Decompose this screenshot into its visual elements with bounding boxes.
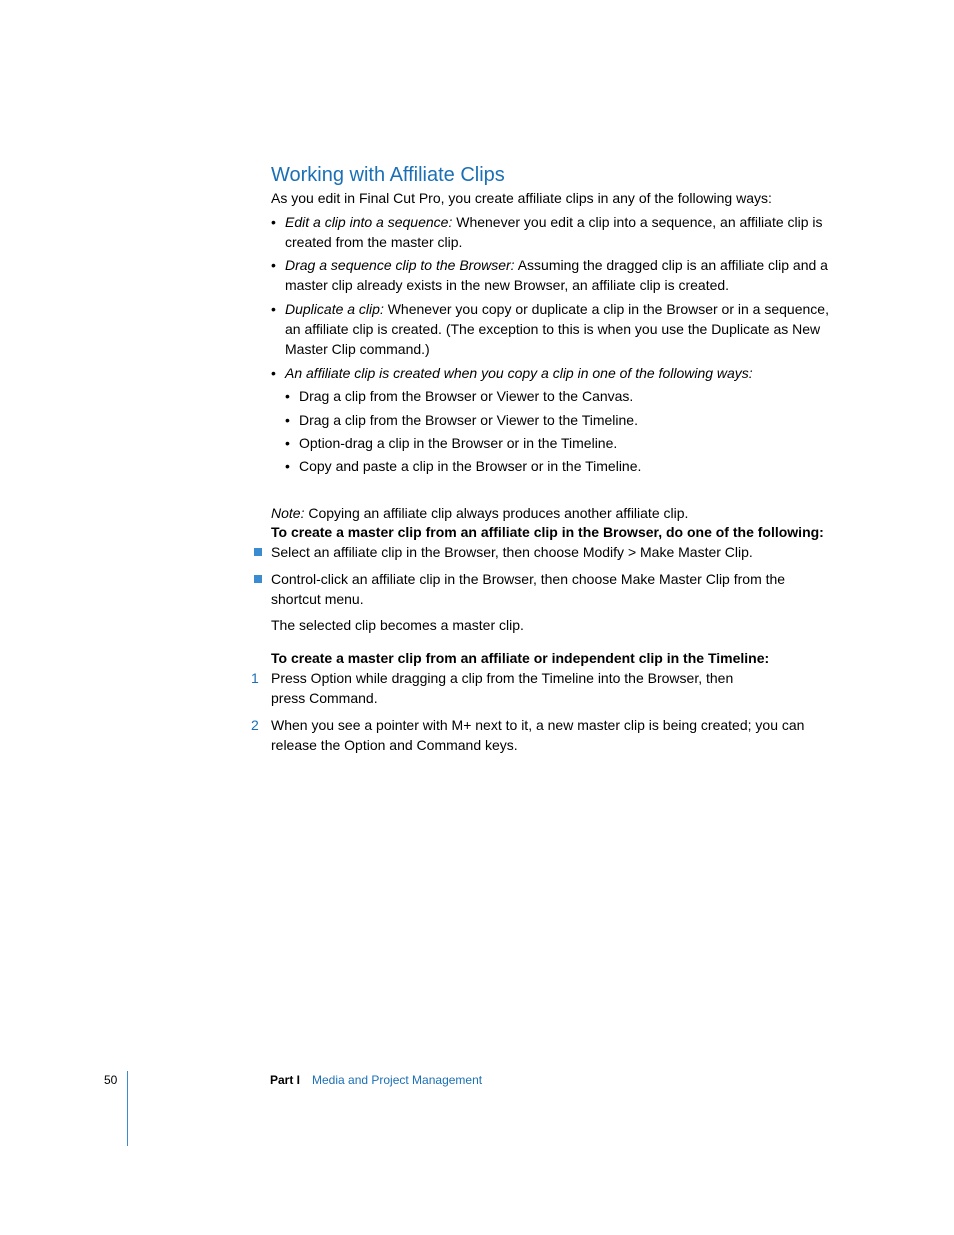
sub-list-item	[285, 433, 825, 453]
bullet-icon: •	[285, 458, 290, 474]
bullet-icon: •	[271, 214, 276, 230]
sub-bullet-text: Option-drag a clip in the Browser or in the Timeline.	[299, 435, 618, 451]
step-line: release the Option and Command keys.	[271, 737, 518, 753]
square-bullet-icon	[254, 548, 262, 556]
note	[271, 503, 831, 523]
list-item	[271, 212, 831, 252]
list-item	[271, 299, 831, 359]
bullet-text: Whenever you edit a clip into a sequence, an affiliate clip is created from the master clip.	[285, 214, 823, 250]
bullet-icon: •	[271, 365, 276, 381]
section-title: Working with Affiliate Clips	[271, 164, 505, 186]
option-text: Control-click an affiliate clip in the Browser, then choose Make Master Clip from the shortcut menu.	[271, 571, 786, 607]
intro-paragraph: As you edit in Final Cut Pro, you create affiliate clips in any of the following ways:	[271, 190, 772, 206]
step-text	[271, 668, 826, 708]
bullet-icon: •	[285, 412, 290, 428]
bullet-lead: Edit a clip into a sequence:	[285, 214, 453, 230]
bullet-text: Assuming the dragged clip is an affiliate clip and a master clip already exists in the new Browser, an affiliate clip is created.	[285, 257, 828, 293]
note-text: Copying an affiliate clip always produces another affiliate clip.	[304, 505, 689, 521]
sub-list-item	[285, 386, 825, 406]
step-line: Press Option while dragging a clip from the Timeline into the Browser, then	[271, 670, 734, 686]
sub-bullet-text: Drag a clip from the Browser or Viewer to the Timeline.	[299, 412, 638, 428]
task-heading: To create a master clip from an affiliate clip in the Browser, do one of the following:	[271, 524, 824, 540]
bullet-lead: An affiliate clip is created when you copy a clip in one of the following ways:	[285, 365, 753, 381]
sub-bullet-text: Drag a clip from the Browser or Viewer to the Canvas.	[299, 388, 634, 404]
bullet-icon: •	[285, 435, 290, 451]
step-number: 1	[251, 670, 259, 686]
step-text	[271, 715, 826, 755]
list-item	[271, 363, 831, 383]
bullet-icon: •	[271, 257, 276, 273]
footer-divider	[127, 1071, 128, 1146]
square-bullet-icon	[254, 575, 262, 583]
bullet-icon: •	[285, 388, 290, 404]
bullet-text: Whenever you copy or duplicate a clip in the Browser or in a sequence, an affiliate clip is created. (The exception to this is when you use the Duplicate as New Master Clip command.)	[285, 301, 829, 357]
bullet-lead: Drag a sequence clip to the Browser:	[285, 257, 515, 273]
step-number: 2	[251, 717, 259, 733]
step-line: press Command.	[271, 690, 378, 706]
note-label: Note:	[271, 505, 305, 521]
step-line: When you see a pointer with M+ next to it, a new master clip is being created; you can	[271, 717, 805, 733]
sub-bullet-text: Copy and paste a clip in the Browser or in the Timeline.	[299, 458, 642, 474]
page-number: 50	[104, 1073, 118, 1087]
footer-part: Part I	[270, 1073, 301, 1087]
bullet-lead: Duplicate a clip:	[285, 301, 384, 317]
sub-list-item	[285, 456, 825, 476]
result-text: The selected clip becomes a master clip.	[271, 617, 524, 633]
bullet-icon: •	[271, 301, 276, 317]
task-heading: To create a master clip from an affiliate or independent clip in the Timeline:	[271, 650, 770, 666]
option-text: Select an affiliate clip in the Browser, then choose Modify > Make Master Clip.	[271, 544, 753, 560]
list-item	[271, 255, 831, 295]
sub-list-item	[285, 410, 825, 430]
footer-section-link: Media and Project Management	[312, 1073, 483, 1087]
